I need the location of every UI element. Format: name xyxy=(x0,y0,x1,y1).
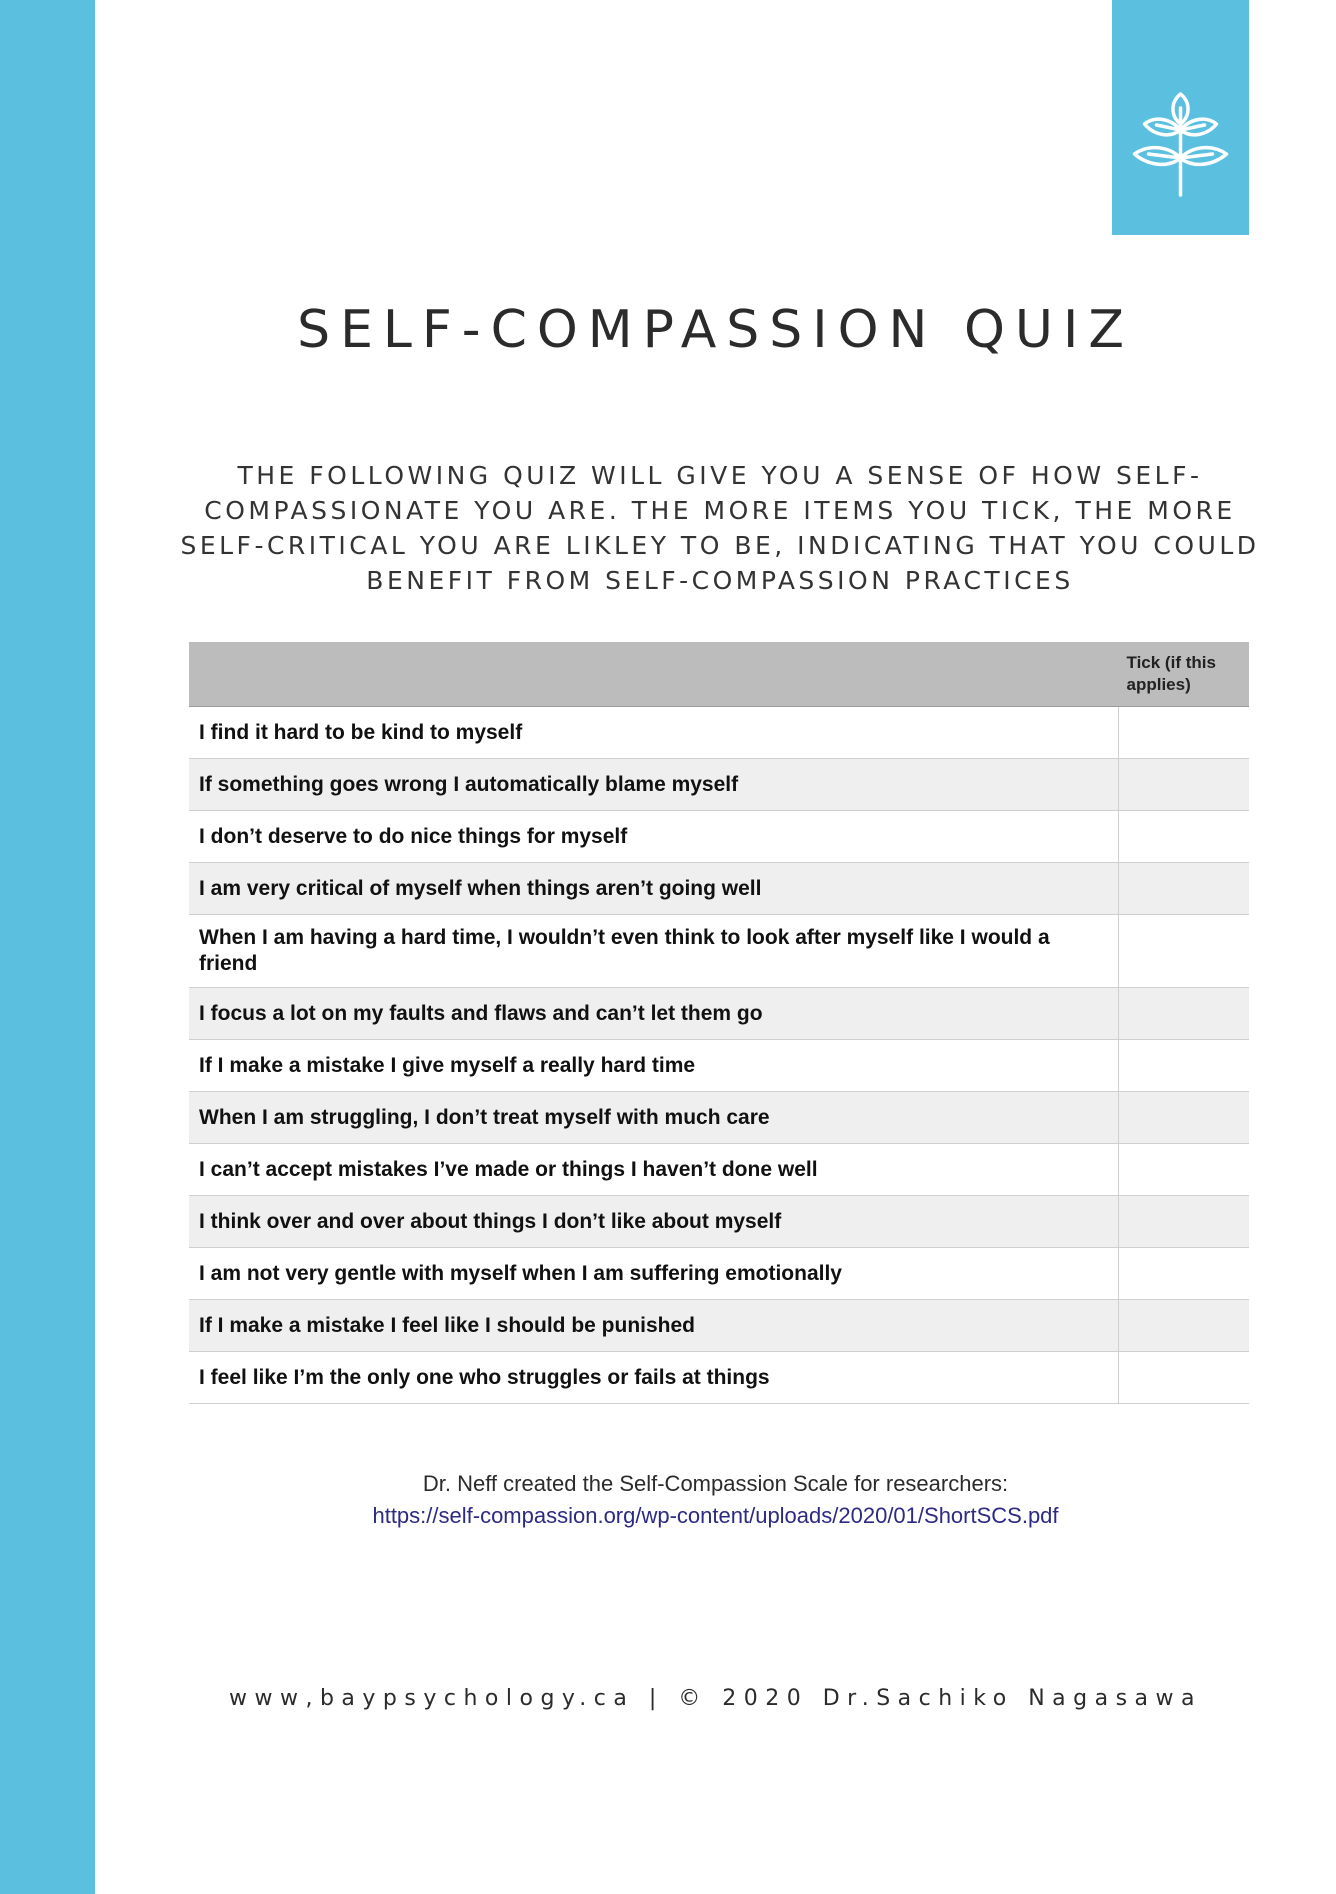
credit-block xyxy=(95,1468,1336,1532)
table-row xyxy=(189,1300,1249,1352)
credit-text: Dr. Neff created the Self-Compassion Scale for researchers: xyxy=(422,1471,1009,1496)
statement-text: I don’t deserve to do nice things for myself xyxy=(189,811,1119,863)
tick-cell[interactable] xyxy=(1119,863,1250,915)
statement-text: I am very critical of myself when things aren’t going well xyxy=(189,863,1119,915)
page-title: SELF-COMPASSION QUIZ xyxy=(297,300,1134,360)
tick-cell[interactable] xyxy=(1119,1144,1250,1196)
statement-text: I can’t accept mistakes I’ve made or things I haven’t done well xyxy=(189,1144,1119,1196)
tick-cell[interactable] xyxy=(1119,1248,1250,1300)
leaf-branch-icon xyxy=(1130,90,1231,198)
tick-cell[interactable] xyxy=(1119,759,1250,811)
statement-header xyxy=(189,642,1119,707)
table-row xyxy=(189,759,1249,811)
logo-box xyxy=(1112,0,1249,235)
table-row xyxy=(189,1092,1249,1144)
tick-cell[interactable] xyxy=(1119,1300,1250,1352)
statement-text: I find it hard to be kind to myself xyxy=(189,707,1119,759)
table-row xyxy=(189,707,1249,759)
table-row xyxy=(189,1352,1249,1404)
statement-text: When I am having a hard time, I wouldn’t even think to look after myself like I would a friend xyxy=(189,915,1119,988)
tick-cell[interactable] xyxy=(1119,811,1250,863)
tick-header: Tick (if this applies) xyxy=(1119,642,1250,707)
tick-cell[interactable] xyxy=(1119,1092,1250,1144)
table-row xyxy=(189,811,1249,863)
scale-link[interactable]: https://self-compassion.org/wp-content/uploads/2020/01/ShortSCS.pdf xyxy=(372,1503,1059,1528)
tick-cell[interactable] xyxy=(1119,988,1250,1040)
table-header-row xyxy=(189,642,1249,707)
statement-text: When I am struggling, I don’t treat myself with much care xyxy=(189,1092,1119,1144)
statement-text: If I make a mistake I feel like I should be punished xyxy=(189,1300,1119,1352)
tick-cell[interactable] xyxy=(1119,1352,1250,1404)
intro-text: THE FOLLOWING QUIZ WILL GIVE YOU A SENSE OF HOW SELF-COMPASSIONATE YOU ARE. THE MORE ITEMS YOU TICK, THE MORE SELF-CRITICAL YOU ARE LIKLEY TO BE, INDICATING THAT YOU COULD BENEFIT FROM SELF-COMPASSION PRACTICES xyxy=(180,461,1260,595)
table-row xyxy=(189,915,1249,988)
footer-text: www,baypsychology.ca | © 2020 Dr.Sachiko Nagasawa xyxy=(228,1686,1202,1711)
table-row xyxy=(189,1040,1249,1092)
tick-cell[interactable] xyxy=(1119,1040,1250,1092)
statement-text: I think over and over about things I don’t like about myself xyxy=(189,1196,1119,1248)
tick-cell[interactable] xyxy=(1119,1196,1250,1248)
statement-text: I am not very gentle with myself when I am suffering emotionally xyxy=(189,1248,1119,1300)
side-accent-band xyxy=(0,0,95,1894)
table-row xyxy=(189,1248,1249,1300)
statement-text: I focus a lot on my faults and flaws and can’t let them go xyxy=(189,988,1119,1040)
tick-cell[interactable] xyxy=(1119,915,1250,988)
statement-text: If I make a mistake I give myself a really hard time xyxy=(189,1040,1119,1092)
tick-cell[interactable] xyxy=(1119,707,1250,759)
statement-text: If something goes wrong I automatically blame myself xyxy=(189,759,1119,811)
statement-text: I feel like I’m the only one who struggles or fails at things xyxy=(189,1352,1119,1404)
table-row xyxy=(189,1144,1249,1196)
table-row xyxy=(189,1196,1249,1248)
table-row xyxy=(189,863,1249,915)
quiz-table xyxy=(189,642,1249,1404)
table-row xyxy=(189,988,1249,1040)
